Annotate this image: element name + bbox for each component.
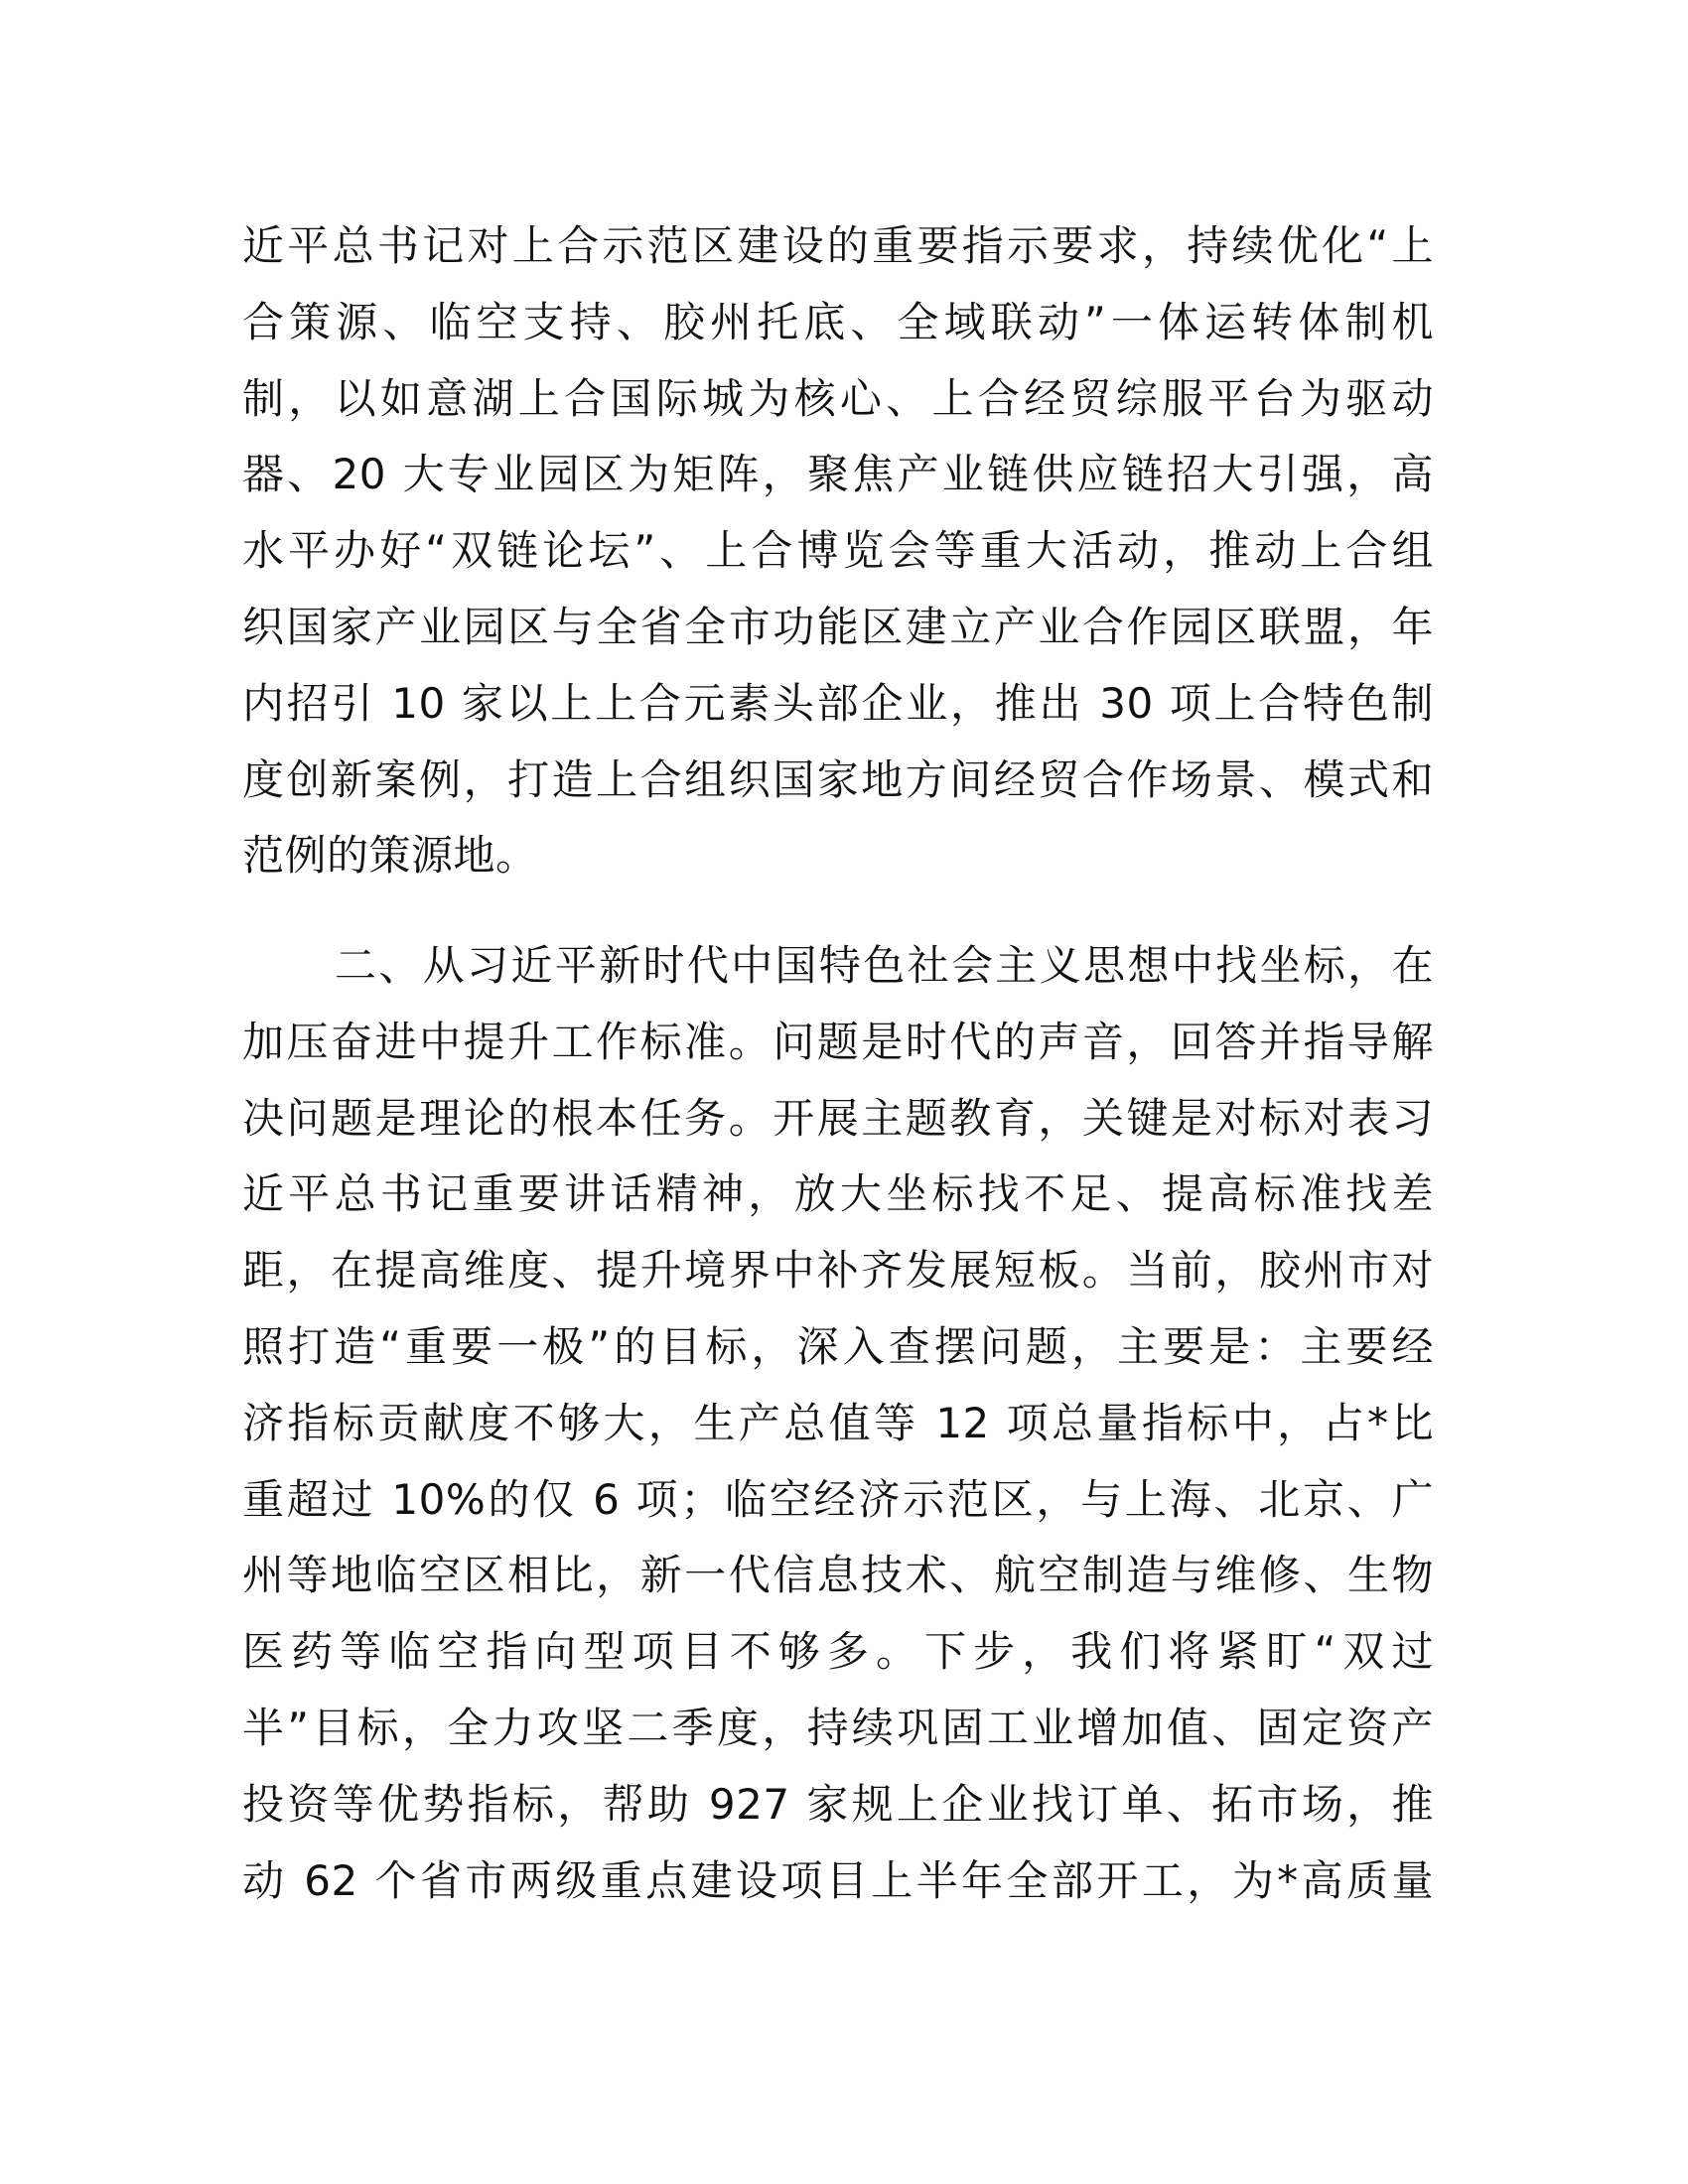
paragraph-line: 度创新案例，打造上合组织国家地方间经贸合作场景、模式和 (242, 754, 1434, 804)
paragraph-line: 制，以如意湖上合国际城为核心、上合经贸综服平台为驱动 (242, 373, 1434, 423)
paragraph-line: 织国家产业园区与全省全市功能区建立产业合作园区联盟，年 (242, 602, 1434, 651)
paragraph-line: 合策源、临空支持、胶州托底、全域联动”一体运转体制机 (242, 297, 1434, 346)
paragraph-line: 器、20 大专业园区为矩阵，聚焦产业链供应链招大引强，高 (242, 450, 1434, 499)
paragraph-line: 济指标贡献度不够大，生产总值等 12 项总量指标中，占*比 (242, 1398, 1434, 1447)
paragraph-line: 决问题是理论的根本任务。开展主题教育，关键是对标对表习 (242, 1093, 1434, 1143)
paragraph-line: 照打造“重要一极”的目标，深入查摆问题，主要是：主要经 (242, 1321, 1434, 1371)
paragraph-line: 医药等临空指向型项目不够多。下步，我们将紧盯“双过 (242, 1627, 1434, 1677)
paragraph-line: 半”目标，全力攻坚二季度，持续巩固工业增加值、固定资产 (242, 1703, 1434, 1752)
paragraph-line: 水平办好“双链论坛”、上合博览会等重大活动，推动上合组 (242, 526, 1434, 576)
paragraph-line: 加压奋进中提升工作标准。问题是时代的声音，回答并指导解 (242, 1017, 1434, 1066)
paragraph-line: 近平总书记重要讲话精神，放大坐标找不足、提高标准找差 (242, 1169, 1434, 1219)
paragraph-line: 州等地临空区相比，新一代信息技术、航空制造与维修、生物 (242, 1551, 1434, 1600)
paragraph-line: 范例的策源地。 (242, 831, 538, 881)
paragraph-1 (242, 208, 1434, 894)
paragraph-line: 投资等优势指标，帮助 927 家规上企业找订单、拓市场，推 (242, 1779, 1434, 1829)
paragraph-line: 近平总书记对上合示范区建设的重要指示要求，持续优化“上 (242, 221, 1434, 270)
paragraph-line: 内招引 10 家以上上合元素头部企业，推出 30 项上合特色制 (242, 678, 1434, 728)
paragraph-line: 距，在提高维度、提升境界中补齐发展短板。当前，胶州市对 (242, 1246, 1434, 1296)
paragraph-2 (242, 928, 1434, 1919)
paragraph-line: 动 62 个省市两级重点建设项目上半年全部开工，为*高质量 (242, 1855, 1434, 1905)
paragraph-line: 二、从习近平新时代中国特色社会主义思想中找坐标，在 (335, 941, 1434, 990)
paragraph-line: 重超过 10%的仅 6 项；临空经济示范区，与上海、北京、广 (242, 1474, 1434, 1524)
